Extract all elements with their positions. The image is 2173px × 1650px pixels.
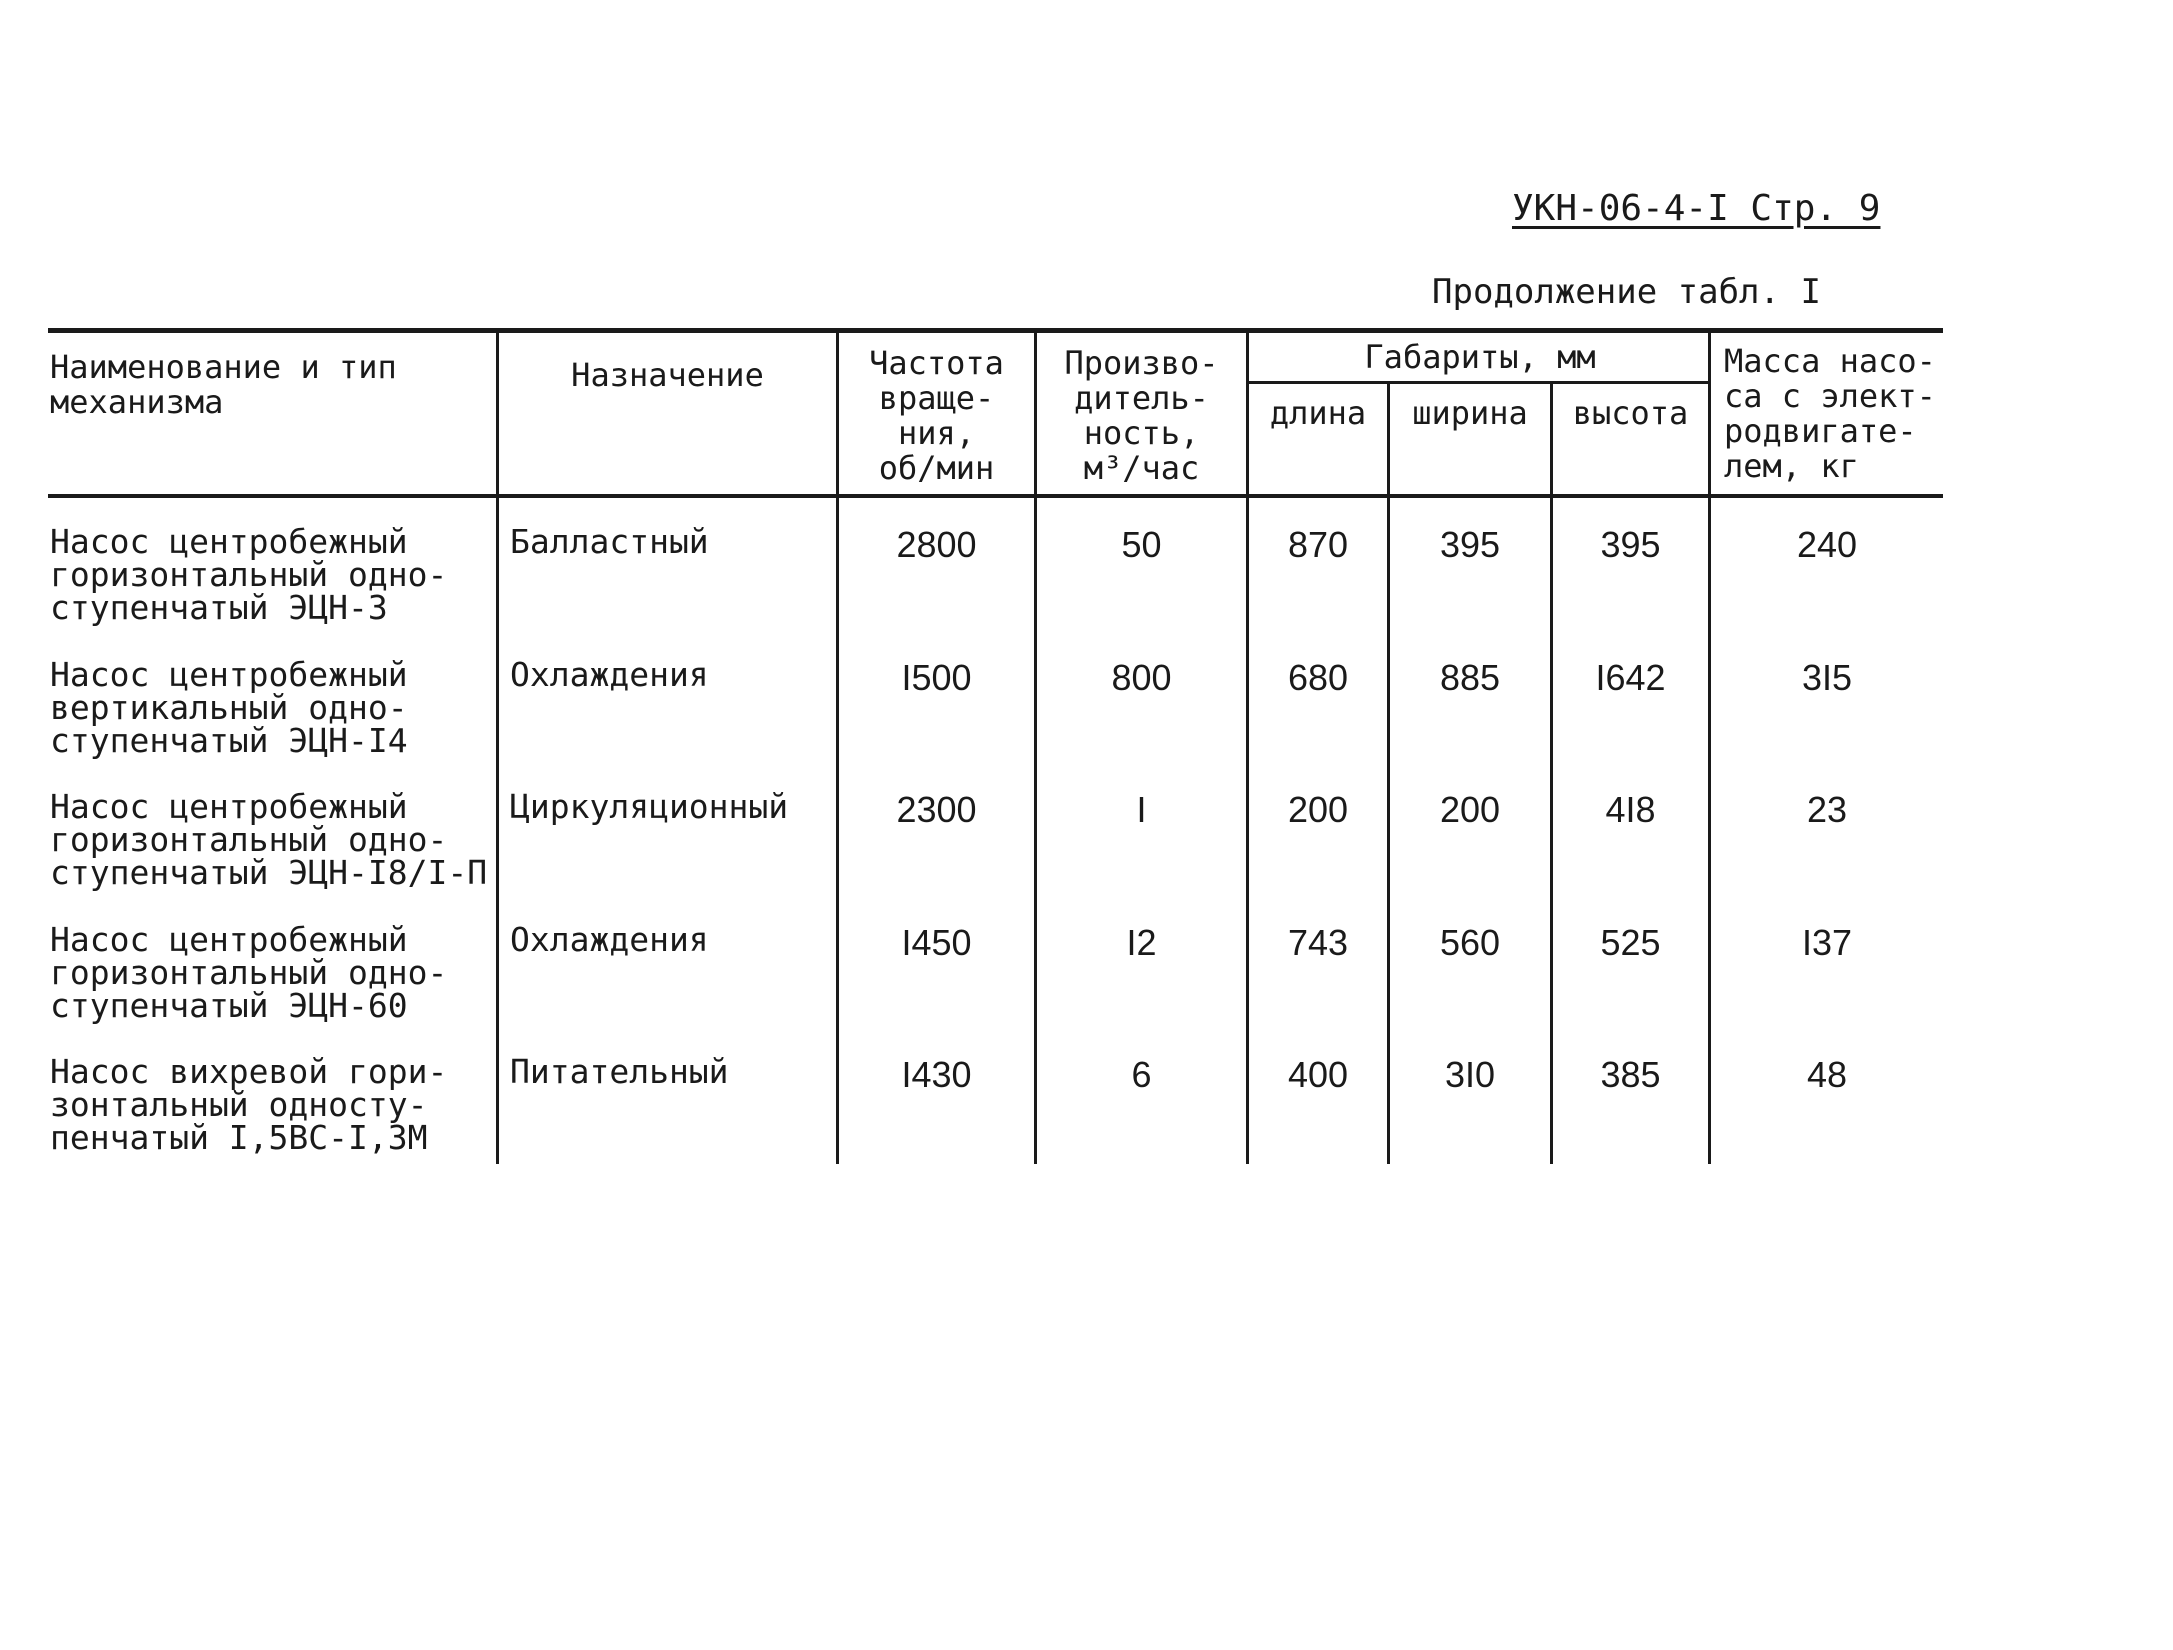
row-height: 4I8 [1605, 789, 1656, 830]
header-dimensions-group: Габариты, мм [1364, 338, 1596, 376]
row-rotation: I430 [901, 1054, 972, 1095]
page-header: УКН-06-4-I Стр. 9 [1512, 188, 1881, 229]
row-rotation: 2800 [896, 524, 977, 565]
row-capacity: 800 [1111, 657, 1172, 698]
row-mass: 48 [1806, 1054, 1848, 1095]
dimensions-subheader-rule [1249, 381, 1711, 384]
table-top-rule [48, 328, 1943, 333]
column-divider [1246, 328, 1249, 1164]
row-capacity: 50 [1121, 524, 1162, 565]
row-length: 870 [1287, 524, 1349, 565]
header-capacity: Произво- дитель- ность, м³/час [1064, 344, 1219, 487]
row-rotation: I500 [901, 657, 972, 698]
row-rotation: I450 [901, 922, 972, 963]
row-width: 560 [1439, 922, 1501, 963]
row-width: 200 [1439, 789, 1501, 830]
row-name: Насос центробежный горизонтальный одно- ступенчатый ЭЦН-3 [50, 522, 448, 627]
column-divider [496, 328, 499, 1164]
header-length: длина [1269, 394, 1367, 432]
row-mass: 23 [1806, 789, 1848, 830]
row-purpose: Циркуляционный [510, 787, 789, 826]
row-purpose: Балластный [510, 522, 709, 561]
table-continuation-label: Продолжение табл. I [1432, 272, 1821, 312]
row-name: Насос центробежный вертикальный одно- ступенчатый ЭЦН-I4 [50, 655, 408, 760]
specs-table [48, 328, 1943, 1164]
header-width: ширина [1412, 394, 1528, 432]
column-divider [1708, 328, 1711, 1164]
row-purpose: Охлаждения [510, 920, 709, 959]
header-purpose: Назначение [571, 356, 764, 394]
header-bottom-rule [48, 494, 1943, 498]
row-height: 395 [1600, 524, 1661, 565]
header-mass: Масса насо- са с элект- родвигате- лем, кг [1724, 342, 1936, 485]
row-name: Насос центробежный горизонтальный одно- ступенчатый ЭЦН-I8/I-П [50, 787, 488, 892]
row-mass: I37 [1801, 922, 1853, 963]
row-capacity: I2 [1126, 922, 1157, 963]
row-name: Насос вихревой гори- зонтальный односту- пенчатый I,5ВС-I,3М [50, 1052, 448, 1157]
row-height: 525 [1600, 922, 1661, 963]
row-height: I642 [1595, 657, 1666, 698]
row-capacity: I [1136, 789, 1147, 830]
row-width: 885 [1439, 657, 1501, 698]
row-rotation: 2300 [896, 789, 977, 830]
row-name: Насос центробежный горизонтальный одно- ступенчатый ЭЦН-60 [50, 920, 448, 1025]
column-divider [1387, 381, 1390, 1164]
row-capacity: 6 [1131, 1054, 1152, 1095]
row-mass: 3I5 [1801, 657, 1853, 698]
row-length: 400 [1287, 1054, 1349, 1095]
row-length: 743 [1287, 922, 1349, 963]
row-width: 3I0 [1444, 1054, 1496, 1095]
row-length: 200 [1287, 789, 1349, 830]
header-name: Наименование и тип механизма [50, 348, 397, 421]
row-mass: 240 [1796, 524, 1858, 565]
header-height: высота [1572, 394, 1689, 432]
row-length: 680 [1287, 657, 1349, 698]
row-width: 395 [1439, 524, 1501, 565]
column-divider [1550, 381, 1553, 1164]
header-rotation: Частота враще- ния, об/мин [869, 344, 1004, 487]
row-purpose: Питательный [510, 1052, 729, 1091]
row-purpose: Охлаждения [510, 655, 709, 694]
row-height: 385 [1600, 1054, 1661, 1095]
